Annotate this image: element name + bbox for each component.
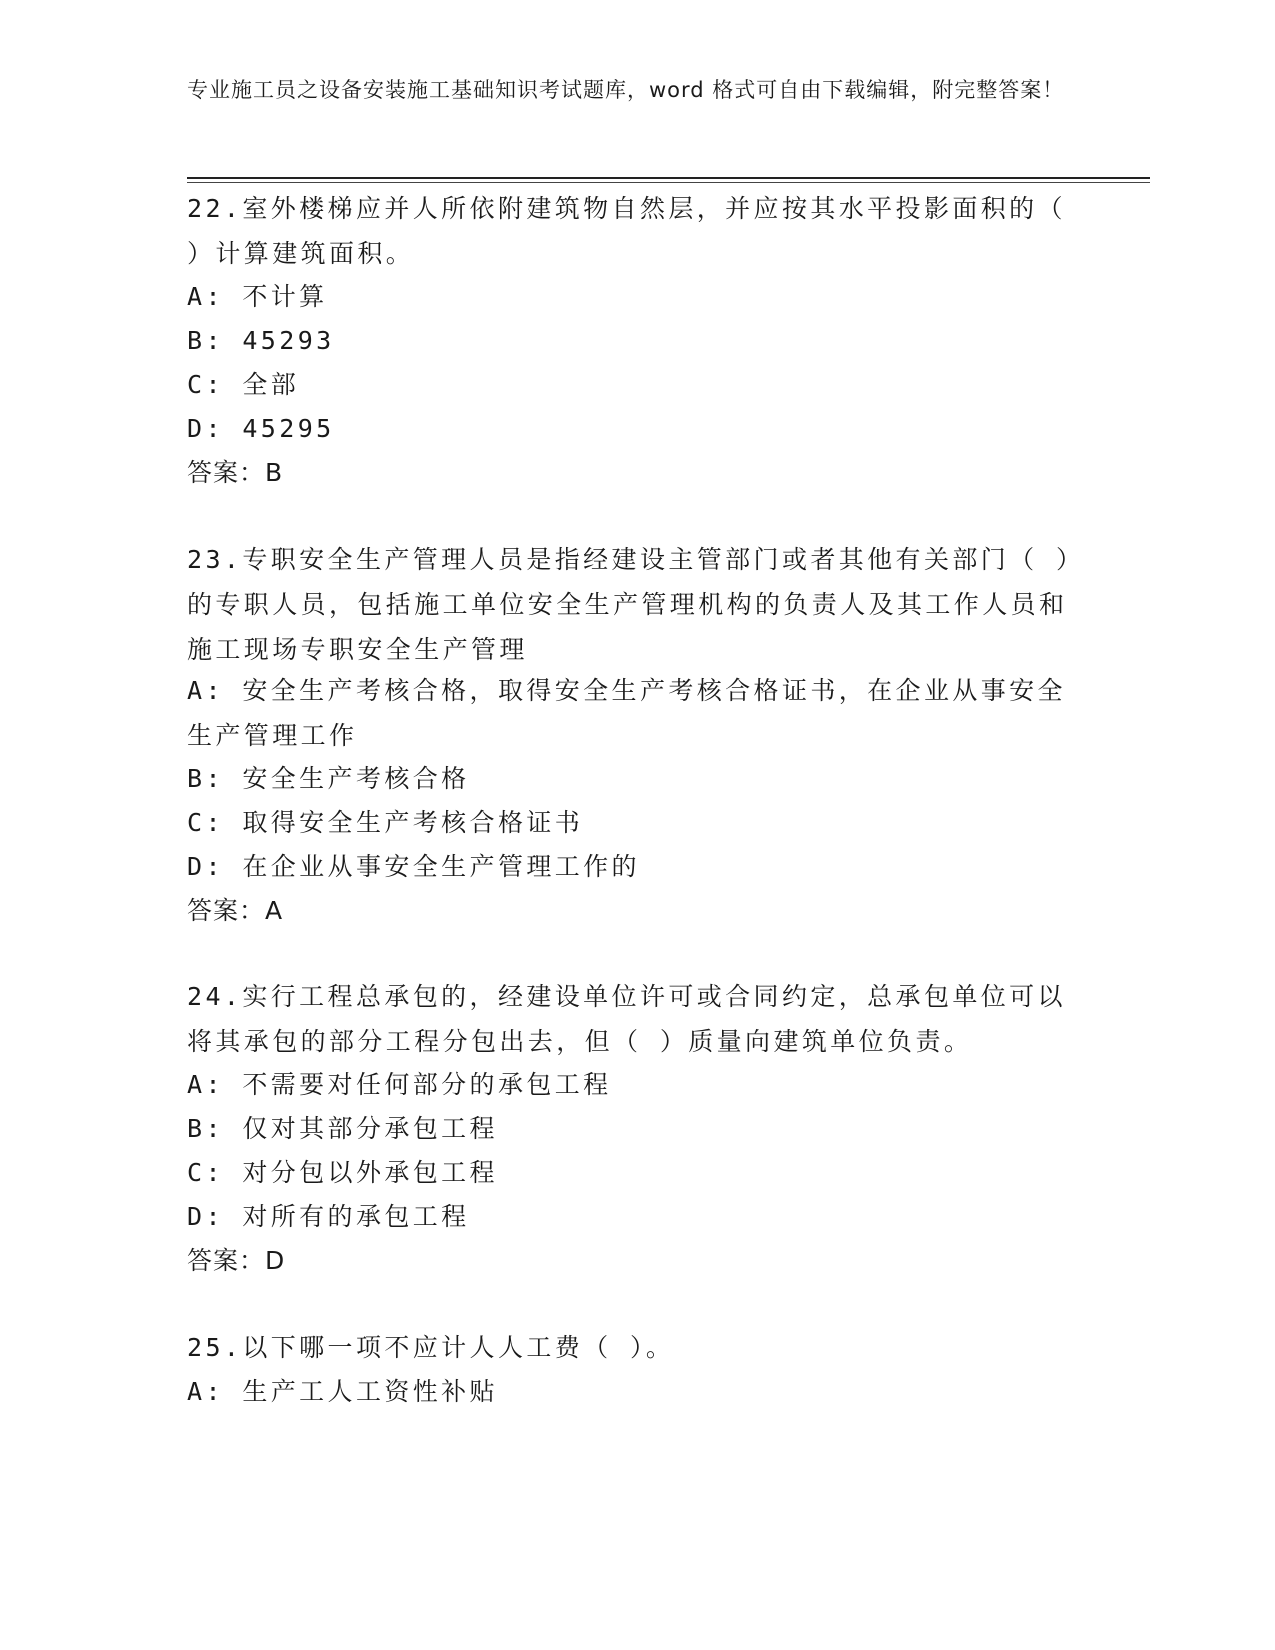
- question-22-option-b: B: 45293: [187, 326, 335, 355]
- answer-label: 答案：: [187, 1246, 266, 1275]
- question-23-option-c: C: 取得安全生产考核合格证书: [187, 808, 584, 837]
- question-22-answer: [187, 450, 283, 495]
- header-divider: [187, 177, 1150, 179]
- question-24-option-a: A: 不需要对任何部分的承包工程: [187, 1070, 612, 1099]
- header-divider-thin: [187, 182, 1150, 183]
- question-23-option-d: D: 在企业从事安全生产管理工作的: [187, 852, 640, 881]
- question-25-stem: 25.以下哪一项不应计人人工费（ ）。: [187, 1333, 675, 1362]
- question-23-stem: 23.专职安全生产管理人员是指经建设主管部门或者其他有关部门（ ）的专职人员，包括施工单位安全生产管理机构的负责人及其工作人员和施工现场专职安全生产管理: [187, 545, 1085, 664]
- answer-value: B: [265, 458, 284, 487]
- question-24-stem: 24.实行工程总承包的，经建设单位许可或合同约定，总承包单位可以将其承包的部分工程分包出去，但（ ）质量向建筑单位负责。: [187, 982, 1066, 1056]
- question-24-option-b: B: 仅对其部分承包工程: [187, 1114, 498, 1143]
- answer-value: D: [265, 1246, 286, 1275]
- question-22-stem: 22.室外楼梯应并人所依附建筑物自然层，并应按其水平投影面积的（ ）计算建筑面积。: [187, 194, 1085, 268]
- question-22-option-c: C: 全部: [187, 370, 300, 399]
- question-24-option-d: D: 对所有的承包工程: [187, 1202, 470, 1231]
- question-23-option-b: B: 安全生产考核合格: [187, 764, 470, 793]
- answer-label: 答案：: [187, 458, 266, 487]
- question-25-option-a: A: 生产工人工资性补贴: [187, 1377, 498, 1406]
- answer-value: A: [265, 896, 284, 925]
- question-23-answer: [187, 888, 283, 933]
- question-24-option-c: C: 对分包以外承包工程: [187, 1158, 498, 1187]
- question-24-answer: [187, 1238, 285, 1283]
- question-22-option-a: A: 不计算: [187, 282, 328, 311]
- question-22-option-d: D: 45295: [187, 414, 335, 443]
- question-23-option-a: A: 安全生产考核合格，取得安全生产考核合格证书，在企业从事安全生产管理工作: [187, 676, 1066, 750]
- header-note: 专业施工员之设备安装施工基础知识考试题库，word 格式可自由下载编辑，附完整答案！: [187, 78, 1065, 102]
- answer-label: 答案：: [187, 896, 266, 925]
